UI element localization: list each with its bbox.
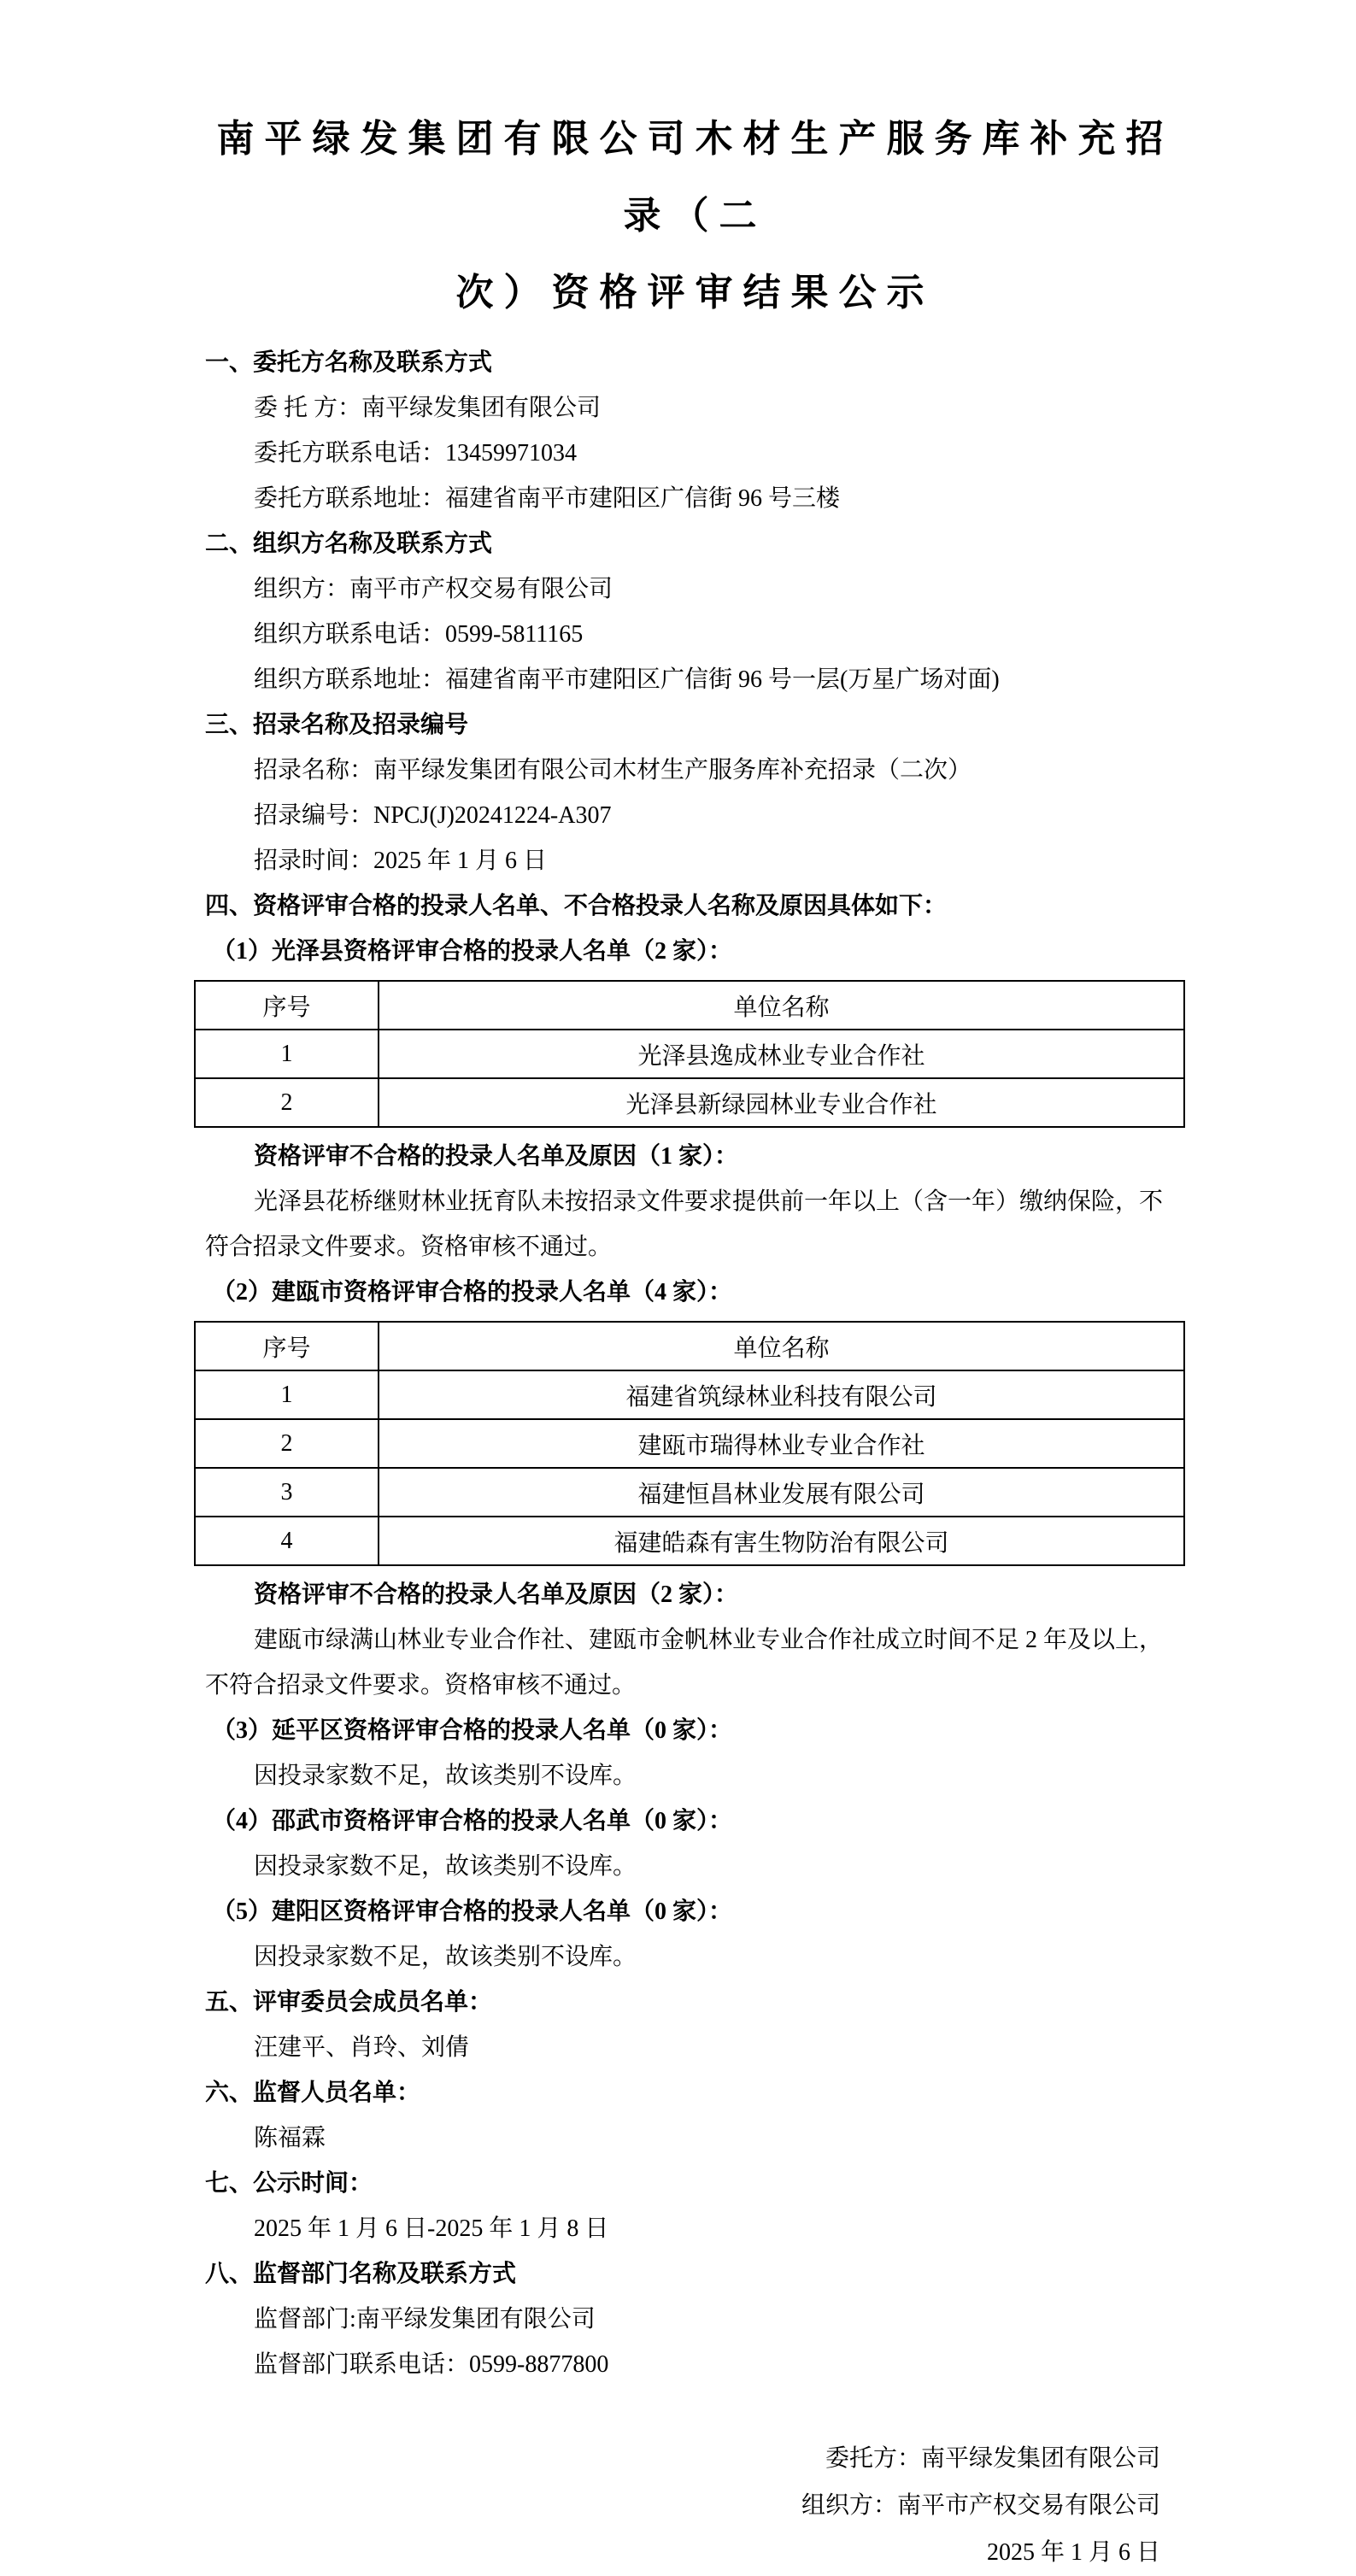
row-company-name: 福建省筑绿林业科技有限公司 (379, 1370, 1184, 1419)
jianou-qualified-table (194, 1321, 1185, 1566)
row-company-name: 福建皓森有害生物防治有限公司 (379, 1517, 1184, 1565)
row-no: 1 (195, 1030, 379, 1078)
row-no: 1 (195, 1370, 379, 1419)
row-no: 2 (195, 1078, 379, 1127)
column-header-name: 单位名称 (379, 981, 1184, 1030)
table-row (195, 1419, 1184, 1468)
column-header-no: 序号 (195, 981, 379, 1030)
footer-client-line: 委托方：南平绿发集团有限公司 (825, 2445, 1160, 2472)
sub5-note-line: 因投录家数不足，故该类别不设库。 (254, 1944, 637, 1970)
column-header-no: 序号 (195, 1322, 379, 1370)
recruit-number-line: 招录编号：NPCJ(J)20241224-A307 (254, 802, 612, 829)
page-title-line-1: 南平绿发集团有限公司木材生产服务库补充招录（二 (216, 118, 1174, 237)
organizer-phone-line: 组织方联系电话：0599-5811165 (254, 621, 584, 648)
table-row (195, 1468, 1184, 1517)
table-row (195, 1078, 1184, 1127)
sub1-fail-heading: 资格评审不合格的投录人名单及原因（1 家）： (254, 1143, 739, 1170)
table-row (195, 1517, 1184, 1565)
sub5-heading: （5）建阳区资格评审合格的投录人名单（0 家）： (212, 1898, 733, 1925)
table-row (195, 1370, 1184, 1419)
sub2-heading: （2）建瓯市资格评审合格的投录人名单（4 家）： (212, 1279, 733, 1306)
recruit-name-line: 招录名称：南平绿发集团有限公司木材生产服务库补充招录（二次） (254, 757, 972, 783)
page-title-line-2: 次）资格评审结果公示 (455, 272, 935, 314)
sub3-note-line: 因投录家数不足，故该类别不设库。 (254, 1763, 637, 1789)
section-3-heading: 三、招录名称及招录编号 (205, 712, 469, 738)
column-header-name: 单位名称 (379, 1322, 1184, 1370)
client-name-line: 委 托 方：南平绿发集团有限公司 (254, 395, 602, 421)
table-header-row (195, 1322, 1184, 1370)
section-5-heading: 五、评审委员会成员名单： (205, 1989, 493, 2016)
organizer-address-line: 组织方联系地址：福建省南平市建阳区广信街 96 号一层(万星广场对面) (254, 666, 1000, 693)
supervisor-name: 陈福霖 (254, 2125, 326, 2151)
footer-organizer-line: 组织方：南平市产权交易有限公司 (801, 2492, 1160, 2519)
section-1-heading: 一、委托方名称及联系方式 (205, 349, 493, 376)
client-phone-line: 委托方联系电话：13459971034 (254, 440, 578, 466)
row-company-name: 建瓯市瑞得林业专业合作社 (379, 1419, 1184, 1468)
section-8-heading: 八、监督部门名称及联系方式 (205, 2261, 517, 2287)
sub1-fail-reason-line-1: 光泽县花桥继财林业抚育队未按招录文件要求提供前一年以上（含一年）缴纳保险，不 (254, 1188, 1164, 1215)
row-company-name: 光泽县新绿园林业专业合作社 (379, 1078, 1184, 1127)
section-6-heading: 六、监督人员名单： (205, 2080, 421, 2106)
sub1-heading: （1）光泽县资格评审合格的投录人名单（2 家）： (212, 938, 733, 965)
row-no: 3 (195, 1468, 379, 1517)
review-committee-members: 汪建平、肖玲、刘倩 (254, 2034, 470, 2061)
table-header-row (195, 981, 1184, 1030)
sub3-heading: （3）延平区资格评审合格的投录人名单（0 家）： (212, 1717, 733, 1744)
sub2-fail-reason-line-2: 不符合招录文件要求。资格审核不通过。 (205, 1672, 637, 1699)
sub1-fail-reason-line-2: 符合招录文件要求。资格审核不通过。 (205, 1234, 613, 1260)
supervision-dept-phone-line: 监督部门联系电话：0599-8877800 (254, 2351, 609, 2378)
sub2-fail-reason-line-1: 建瓯市绿满山林业专业合作社、建瓯市金帆林业专业合作社成立时间不足 2 年及以上， (254, 1627, 1164, 1653)
section-2-heading: 二、组织方名称及联系方式 (205, 531, 493, 557)
guangze-qualified-table (194, 980, 1185, 1128)
sub4-heading: （4）邵武市资格评审合格的投录人名单（0 家）： (212, 1808, 733, 1834)
organizer-name-line: 组织方：南平市产权交易有限公司 (254, 576, 613, 602)
sub4-note-line: 因投录家数不足，故该类别不设库。 (254, 1853, 637, 1880)
footer-date-line: 2025 年 1 月 6 日 (986, 2539, 1160, 2566)
recruit-time-line: 招录时间：2025 年 1 月 6 日 (254, 848, 548, 874)
page-title (205, 101, 1185, 332)
signature-block (205, 2435, 1185, 2576)
table-row (195, 1030, 1184, 1078)
client-address-line: 委托方联系地址：福建省南平市建阳区广信街 96 号三楼 (254, 485, 841, 512)
row-no: 2 (195, 1419, 379, 1468)
section-7-heading: 七、公示时间： (205, 2170, 373, 2197)
row-company-name: 福建恒昌林业发展有限公司 (379, 1468, 1184, 1517)
supervision-dept-line: 监督部门:南平绿发集团有限公司 (254, 2306, 596, 2332)
row-company-name: 光泽县逸成林业专业合作社 (379, 1030, 1184, 1078)
section-4-heading: 四、资格评审合格的投录人名单、不合格投录人名称及原因具体如下： (205, 893, 948, 919)
row-no: 4 (195, 1517, 379, 1565)
sub2-fail-heading: 资格评审不合格的投录人名单及原因（2 家）： (254, 1581, 739, 1608)
publicity-period: 2025 年 1 月 6 日-2025 年 1 月 8 日 (254, 2215, 609, 2242)
